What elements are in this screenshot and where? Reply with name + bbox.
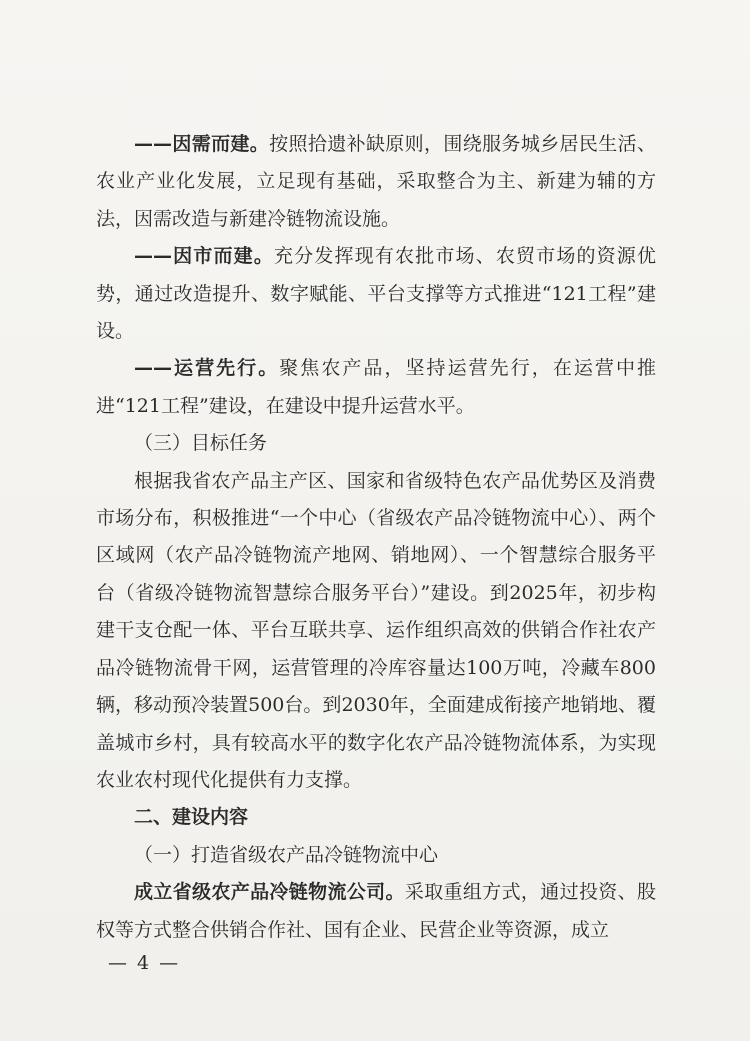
paragraph-yunying [96, 350, 656, 425]
chapter-heading-content: 二、建设内容 [134, 806, 249, 829]
paragraph-yinxu [96, 126, 656, 238]
section-heading-center: （一）打造省级农产品冷链物流中心 [134, 843, 439, 866]
paragraph-body: 采取重组方式，通过投资、股权等方式整合供销合作社、国有企业、民营企业等资源，成立 [96, 881, 656, 941]
paragraph-body: 聚焦农产品，坚持运营先行，在运营中推进“121工程”建设，在建设中提升运营水平。 [96, 357, 656, 417]
paragraph-lead: ——因市而建。 [134, 245, 274, 268]
paragraph-body: 充分发挥现有农批市场、农贸市场的资源优势，通过改造提升、数字赋能、平台支撑等方式推进“121工程”建设。 [96, 245, 656, 343]
paragraph-yinshi [96, 238, 656, 350]
page-number: — 4 — [108, 952, 181, 974]
paragraph-body: 按照拾遗补缺原则，围绕服务城乡居民生活、农业产业化发展，立足现有基础，采取整合为主、新建为辅的方法，因需改造与新建冷链物流设施。 [96, 133, 656, 230]
body-text [96, 126, 656, 949]
paragraph-lead: ——因需而建。 [134, 133, 270, 155]
paragraph-lead: 成立省级农产品冷链物流公司。 [134, 881, 405, 904]
paragraph-targets: 根据我省农产品主产区、国家和省级特色农产品优势区及消费市场分布，积极推进“一个中心（省级农产品冷链物流中心）、两个区域网（农产品冷链物流产地网、销地网）、一个智慧综合服务平台（省级冷链物流智慧综合服务平台）”建设。到2025年，初步构建干支仓配一体、平台互联共享、运作组织高效的供销合作社农产品冷链物流骨干网，运营管理的冷库容量达100万吨，冷藏车800辆，移动预冷装置500台。到2030年，全面建成衔接产地销地、覆盖城市乡村，具有较高水平的数字化农产品冷链物流体系，为实现农业农村现代化提供有力支撑。 [96, 469, 656, 791]
paragraph-company [96, 874, 656, 949]
section-heading-targets: （三）目标任务 [134, 432, 268, 455]
paragraph-lead: ——运营先行。 [134, 357, 280, 380]
